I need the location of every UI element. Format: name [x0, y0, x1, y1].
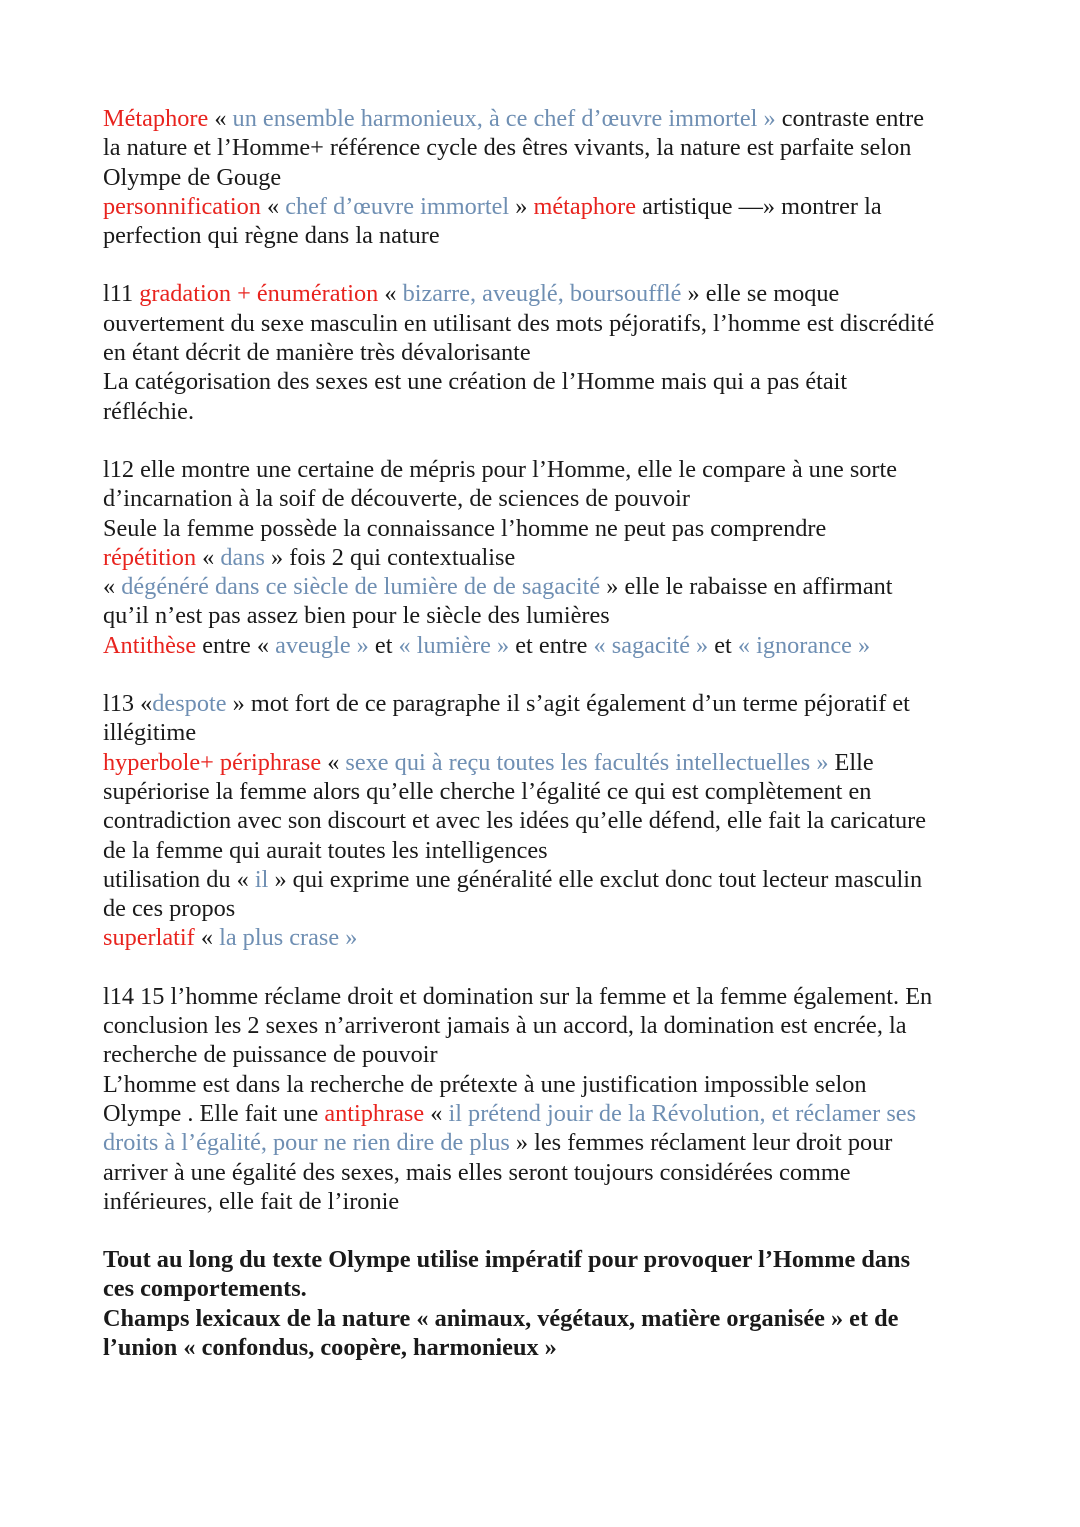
quotation: aveugle » [275, 631, 369, 659]
text-run: Elle [828, 748, 874, 776]
paragraph-spacer [103, 426, 1003, 455]
text-run: l13 « [103, 690, 153, 718]
text-line [103, 631, 1003, 660]
text-run: « [378, 280, 403, 308]
text-run: » elle le rabaisse en affirmant [600, 573, 893, 601]
text-run: « [260, 192, 286, 220]
text-run: « [208, 105, 233, 132]
figure-label: hyperbole+ périphrase [103, 748, 322, 776]
text-run: et [368, 631, 399, 659]
text-line [103, 836, 1003, 865]
text-line [103, 1040, 1003, 1069]
text-run: l11 [103, 280, 140, 308]
text-line [103, 1099, 1003, 1128]
text-run: qu’il n’est pas assez bien pour le siècle des lumières [103, 602, 610, 630]
text-line [103, 572, 1003, 601]
text-run: » qui exprime une généralité elle exclut donc tout lecteur masculin [268, 865, 923, 893]
text-run: « [321, 748, 346, 776]
text-line [103, 163, 1003, 192]
quotation: dans [220, 543, 265, 571]
text-line [103, 543, 1003, 572]
text-line [103, 1070, 1003, 1099]
paragraph [103, 689, 1003, 953]
text-run: » [509, 192, 534, 220]
quotation: la plus crase » [219, 924, 358, 952]
text-run: Olympe de Gouge [103, 163, 282, 191]
text-run: illégitime [103, 719, 197, 747]
quotation: sexe qui à reçu toutes les facultés intellectuelles » [345, 748, 829, 776]
text-run: Seule la femme possède la connaissance l’homme ne peut pas comprendre [103, 514, 827, 542]
quotation: dégénéré dans ce siècle de lumière de de sagacité [121, 573, 601, 601]
text-line [103, 689, 1003, 718]
text-line [103, 455, 1003, 484]
figure-label: Antithèse [103, 631, 197, 659]
text-run: perfection qui règne dans la nature [103, 222, 440, 250]
document-page [103, 104, 1003, 1362]
text-run: d’incarnation à la soif de découverte, de sciences de pouvoir [103, 485, 690, 513]
paragraph-spacer [103, 1216, 1003, 1245]
text-line [103, 279, 1003, 308]
text-run: « [196, 543, 221, 571]
paragraph [103, 982, 1003, 1216]
text-line [103, 1304, 1003, 1333]
paragraph [103, 455, 1003, 660]
bold-text: Champs lexicaux de la nature « animaux, végétaux, matière organisée » et de [103, 1304, 899, 1332]
quotation: il [254, 865, 269, 893]
text-line [103, 1158, 1003, 1187]
quotation: « sagacité » [593, 631, 709, 659]
text-line [103, 484, 1003, 513]
text-line [103, 397, 1003, 426]
text-run: recherche de puissance de pouvoir [103, 1041, 438, 1069]
text-run: inférieures, elle fait de l’ironie [103, 1187, 400, 1215]
text-run: et entre [509, 631, 594, 659]
text-run: La catégorisation des sexes est une création de l’Homme mais qui a pas était [103, 368, 848, 396]
text-run: et [708, 631, 738, 659]
text-run: la nature et l’Homme+ référence cycle des êtres vivants, la nature est parfaite selon [103, 134, 912, 162]
text-line [103, 192, 1003, 221]
text-line [103, 338, 1003, 367]
text-line [103, 748, 1003, 777]
figure-label: antiphrase [324, 1099, 425, 1127]
text-run: l12 elle montre une certaine de mépris pour l’Homme, elle le compare à une sorte [103, 455, 898, 483]
text-line [103, 133, 1003, 162]
text-run: « [103, 573, 122, 601]
text-run: conclusion les 2 sexes n’arriveront jamais à un accord, la domination est encrée, la [103, 1012, 907, 1040]
text-run: » les femmes réclament leur droit pour [509, 1129, 893, 1157]
text-line [103, 309, 1003, 338]
text-line [103, 865, 1003, 894]
text-line [103, 1333, 1003, 1362]
text-run: « [424, 1099, 449, 1127]
quotation: un ensemble harmonieux, à ce chef d’œuvre immortel » [232, 105, 776, 132]
text-run: « [194, 924, 220, 952]
text-line [103, 982, 1003, 1011]
text-run: artistique —» montrer la [636, 192, 882, 220]
figure-label: répétition [103, 543, 197, 571]
text-line [103, 1274, 1003, 1303]
figure-label: métaphore [533, 192, 637, 220]
text-run: de la femme qui aurait toutes les intelligences [103, 836, 548, 864]
paragraph-spacer [103, 953, 1003, 982]
text-line [103, 221, 1003, 250]
text-run: arriver à une égalité des sexes, mais elles seront toujours considérées comme [103, 1158, 851, 1186]
quotation: chef d’œuvre immortel [285, 192, 510, 220]
figure-label: gradation + énumération [139, 280, 379, 308]
paragraph-spacer [103, 250, 1003, 279]
text-run: Olympe . Elle fait une [103, 1099, 325, 1127]
text-run: entre « [196, 631, 276, 659]
text-run: contradiction avec son discourt et avec les idées qu’elle défend, elle fait la caricature [103, 807, 926, 835]
quotation: « lumière » [398, 631, 510, 659]
text-run: » fois 2 qui contextualise [264, 543, 516, 571]
paragraph-spacer [103, 660, 1003, 689]
text-line [103, 923, 1003, 952]
text-line [103, 1187, 1003, 1216]
bold-text: ces comportements. [103, 1275, 307, 1303]
quotation: bizarre, aveuglé, boursoufflé [402, 280, 682, 308]
text-line [103, 806, 1003, 835]
text-line [103, 104, 1003, 133]
quotation: il prétend jouir de la Révolution, et réclamer ses [448, 1099, 917, 1127]
text-line [103, 601, 1003, 630]
bold-text: Tout au long du texte Olympe utilise impératif pour provoquer l’Homme dans [103, 1246, 911, 1274]
text-line [103, 1128, 1003, 1157]
text-run: » mot fort de ce paragraphe il s’agit également d’un terme péjoratif et [226, 690, 910, 718]
text-line [103, 718, 1003, 747]
text-line [103, 894, 1003, 923]
figure-label: Métaphore [103, 105, 209, 132]
figure-label: personnification [103, 192, 261, 220]
text-run: en étant décrit de manière très dévalorisante [103, 339, 531, 367]
quotation: droits à l’égalité, pour ne rien dire de plus [103, 1129, 510, 1157]
text-line [103, 1011, 1003, 1040]
text-run: » elle se moque [681, 280, 840, 308]
text-line [103, 777, 1003, 806]
paragraph [103, 1245, 1003, 1362]
text-line [103, 1245, 1003, 1274]
text-run: de ces propos [103, 895, 236, 923]
paragraph [103, 104, 1003, 250]
text-run: L’homme est dans la recherche de prétexte à une justification impossible selon [103, 1070, 867, 1098]
text-run: utilisation du « [103, 865, 255, 893]
text-line [103, 367, 1003, 396]
text-run: contraste entre [775, 105, 925, 132]
text-run: ouvertement du sexe masculin en utilisant des mots péjoratifs, l’homme est discrédité [103, 309, 935, 337]
text-run: l14 15 l’homme réclame droit et domination sur la femme et la femme également. En [103, 982, 933, 1010]
bold-text: l’union « confondus, coopère, harmonieux » [103, 1333, 557, 1361]
quotation: despote [152, 690, 227, 718]
figure-label: superlatif [103, 924, 195, 952]
paragraph [103, 279, 1003, 425]
text-run: réfléchie. [103, 397, 195, 425]
text-line [103, 514, 1003, 543]
quotation: « ignorance » [737, 631, 871, 659]
text-run: supériorise la femme alors qu’elle cherche l’égalité ce qui est complètement en [103, 777, 872, 805]
